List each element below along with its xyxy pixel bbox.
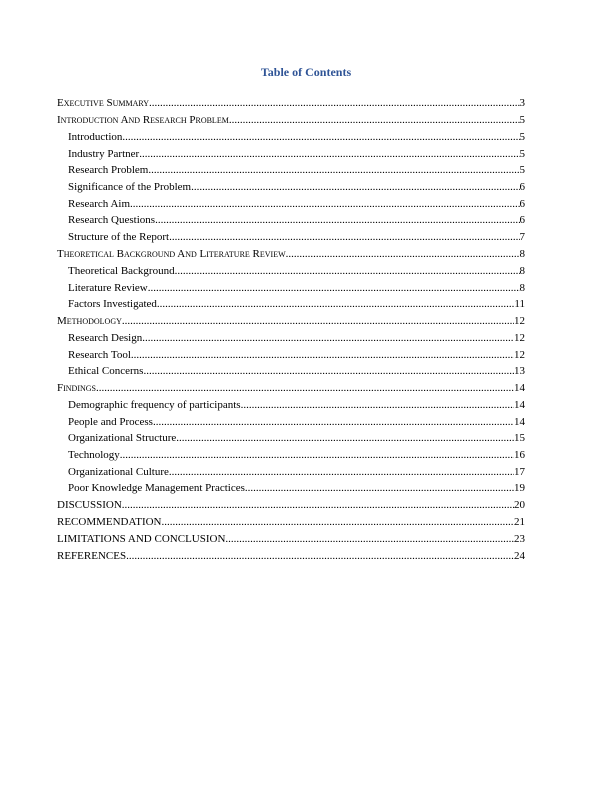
toc-entry-recommendation[interactable] — [57, 516, 525, 529]
toc-entry-label: Research Questions — [68, 214, 156, 227]
toc-entry-organizational-culture[interactable] — [57, 466, 525, 479]
toc-entry-label: Executive Summary — [57, 97, 150, 109]
toc-entry-label: Findings — [57, 381, 97, 394]
toc-leader — [122, 499, 514, 512]
toc-leader — [149, 97, 519, 110]
toc-title: Table of Contents — [260, 65, 352, 79]
toc-leader — [162, 516, 515, 529]
toc-entry-research-tool[interactable] — [57, 349, 525, 362]
toc-entry-research-design[interactable] — [57, 332, 525, 345]
toc-entry-methodology[interactable] — [57, 315, 525, 328]
toc-entry-label: People and Process — [68, 415, 153, 428]
toc-entry-label: Industry Partner — [68, 147, 140, 160]
toc-leader — [131, 349, 514, 362]
toc-leader — [130, 198, 519, 211]
toc-entry-page: 5 — [519, 114, 525, 126]
toc-entry-page: 23 — [514, 533, 525, 546]
toc-entry-literature-review[interactable] — [57, 282, 525, 295]
toc-leader — [169, 231, 519, 244]
toc-entry-poor-knowledge-management-practices[interactable] — [57, 482, 525, 495]
toc-entry-label: Technology — [68, 449, 120, 461]
toc-entry-page: 14 — [514, 381, 525, 394]
toc-entry-theoretical-background-and-literature-review[interactable] — [57, 248, 525, 261]
toc-leader — [143, 365, 514, 378]
toc-entry-research-questions[interactable] — [57, 214, 525, 227]
toc-entry-label: Methodology — [57, 314, 122, 327]
toc-entry-page: 19 — [514, 482, 525, 495]
toc-entry-label: Research Design — [68, 331, 143, 344]
toc-leader — [126, 550, 514, 563]
toc-entry-page: 8 — [519, 264, 525, 277]
toc-entry-theoretical-background[interactable] — [57, 265, 525, 278]
toc-leader — [122, 131, 519, 144]
toc-leader — [245, 482, 514, 495]
toc-entry-page: 20 — [514, 499, 525, 512]
toc-entry-demographic-frequency-of-participants[interactable] — [57, 399, 525, 412]
toc-entry-page: 24 — [514, 550, 525, 563]
toc-entry-page: 5 — [519, 147, 525, 160]
toc-entry-page: 6 — [519, 181, 525, 194]
toc-entry-page: 6 — [519, 214, 525, 227]
toc-entry-page: 12 — [514, 331, 525, 344]
toc-entry-label: Theoretical Background And Literature Review — [57, 247, 286, 260]
toc-leader — [153, 416, 514, 429]
toc-entry-page: 8 — [519, 281, 525, 294]
toc-leader — [225, 533, 514, 546]
toc-entry-discussion[interactable] — [57, 499, 525, 512]
toc-leader — [175, 265, 520, 278]
toc-leader — [176, 432, 514, 445]
toc-entry-page: 17 — [514, 465, 525, 478]
toc-entry-limitations-and-conclusion[interactable] — [57, 533, 525, 546]
toc-entry-page: 13 — [514, 365, 525, 378]
toc-entry-label: Research Aim — [68, 197, 131, 210]
toc-entry-ethical-concerns[interactable] — [57, 365, 525, 378]
toc-leader — [229, 114, 520, 127]
toc-entry-page: 3 — [519, 97, 525, 109]
toc-entry-label: Organizational Culture — [68, 465, 169, 478]
toc-entry-label: DISCUSSION — [57, 499, 122, 512]
toc-entry-industry-partner[interactable] — [57, 148, 525, 161]
toc-leader — [139, 148, 519, 161]
toc-entry-page: 8 — [519, 247, 525, 260]
toc-entry-label: Theoretical Background — [68, 264, 175, 277]
toc-entry-label: Research Problem — [68, 164, 149, 177]
toc-entry-label: LIMITATIONS AND CONCLUSION — [57, 533, 226, 546]
toc-entry-page: 21 — [514, 516, 525, 529]
toc-entry-page: 6 — [519, 197, 525, 210]
toc-entry-page: 16 — [514, 449, 525, 461]
toc-entry-significance-of-the-problem[interactable] — [57, 181, 525, 194]
toc-entry-introduction-and-research-problem[interactable] — [57, 114, 525, 127]
toc-leader — [122, 315, 514, 328]
toc-entry-label: Demographic frequency of participants — [68, 398, 241, 411]
toc-entry-findings[interactable] — [57, 382, 525, 395]
toc-entry-page: 11 — [514, 298, 525, 311]
toc-entry-label: REFERENCES — [57, 550, 127, 563]
toc-entry-page: 12 — [514, 348, 525, 361]
toc-entry-label: Factors Investigated — [68, 298, 157, 311]
toc-entry-page: 5 — [519, 131, 525, 143]
toc-entry-research-aim[interactable] — [57, 198, 525, 211]
toc-leader — [96, 382, 514, 395]
toc-entry-introduction[interactable] — [57, 131, 525, 144]
toc-leader — [120, 449, 514, 462]
toc-entry-page: 15 — [514, 432, 525, 445]
toc-leader — [286, 248, 520, 261]
toc-entry-page: 12 — [514, 314, 525, 327]
toc-entry-factors-investigated[interactable] — [57, 298, 525, 311]
toc-entry-page: 7 — [519, 231, 525, 244]
toc-entry-label: Literature Review — [68, 281, 148, 294]
toc-leader — [155, 214, 519, 227]
toc-leader — [142, 332, 514, 345]
toc-entry-label: Organizational Structure — [68, 432, 177, 445]
toc-entry-technology[interactable] — [57, 449, 525, 462]
toc-entry-label: Ethical Concerns — [68, 365, 144, 378]
toc-entry-organizational-structure[interactable] — [57, 432, 525, 445]
toc-entry-structure-of-the-report[interactable] — [57, 231, 525, 244]
toc-entry-label: Significance of the Problem — [68, 181, 192, 194]
toc-leader — [148, 164, 519, 177]
toc-leader — [191, 181, 519, 194]
toc-entry-references[interactable] — [57, 550, 525, 563]
toc-leader — [241, 399, 514, 412]
toc-entry-research-problem[interactable] — [57, 164, 525, 177]
toc-entry-page: 14 — [514, 415, 525, 428]
toc-leader — [148, 282, 520, 295]
toc-leader — [157, 298, 515, 311]
toc-entry-label: Research Tool — [68, 348, 131, 361]
toc-entry-people-and-process[interactable] — [57, 416, 525, 429]
toc-entry-page: 5 — [519, 164, 525, 177]
toc-entry-page: 14 — [514, 398, 525, 411]
toc-list — [57, 97, 525, 567]
toc-entry-label: Structure of the Report — [68, 231, 170, 244]
toc-leader — [169, 466, 514, 479]
toc-entry-label: Introduction And Research Problem — [57, 114, 229, 126]
toc-entry-label: Introduction — [68, 131, 123, 143]
toc-entry-label: RECOMMENDATION — [57, 516, 162, 529]
toc-entry-label: Poor Knowledge Management Practices — [68, 482, 245, 495]
toc-entry-executive-summary[interactable] — [57, 97, 525, 110]
